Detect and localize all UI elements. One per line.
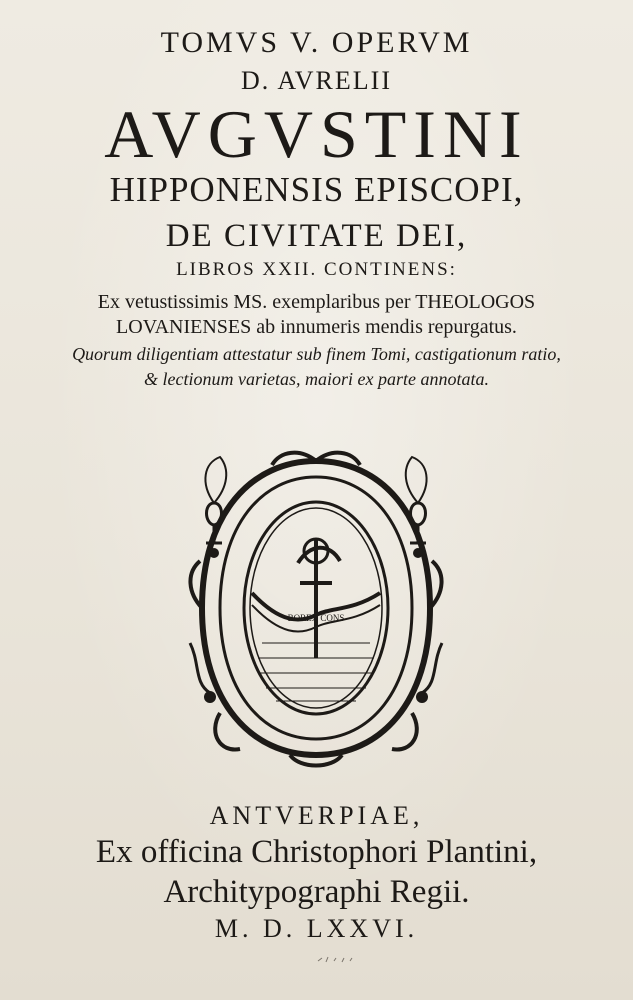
imprint-city: ANTVERPIAE, <box>209 801 424 830</box>
contents-note: LIBROS XXII. CONTINENS: <box>176 259 457 280</box>
faint-mark <box>316 955 356 965</box>
italic-note-line-1: Quorum diligentiam attestatur sub finem Tomi, castigationum ratio, <box>72 344 561 364</box>
author-name: AVGVSTINI <box>104 96 529 172</box>
imprint-printer: Ex officina Christophori Plantini, <box>95 834 538 870</box>
edition-note-line-1: Ex vetustissimis MS. exemplaribus per THEOLOGOS <box>97 291 536 313</box>
imprint-year: M. D. LXXVI. <box>214 914 419 943</box>
work-title: DE CIVITATE DEI, <box>165 218 468 254</box>
author-praenomen: D. AVRELII <box>241 66 392 95</box>
edition-note-line-2: LOVANIENSES ab innumeris mendis repurgatus. <box>116 316 517 338</box>
italic-note-line-2: & lectionum varietas, maiori ex parte annotata. <box>144 369 489 389</box>
volume-heading: TOMVS V. OPERVM <box>160 26 473 59</box>
imprint-printer-title: Architypographi Regii. <box>163 874 470 910</box>
printers-device-emblem <box>180 443 452 773</box>
emblem-ribbon-motto: BOREX CONS <box>287 613 345 623</box>
author-title: HIPPONENSIS EPISCOPI, <box>109 170 524 209</box>
